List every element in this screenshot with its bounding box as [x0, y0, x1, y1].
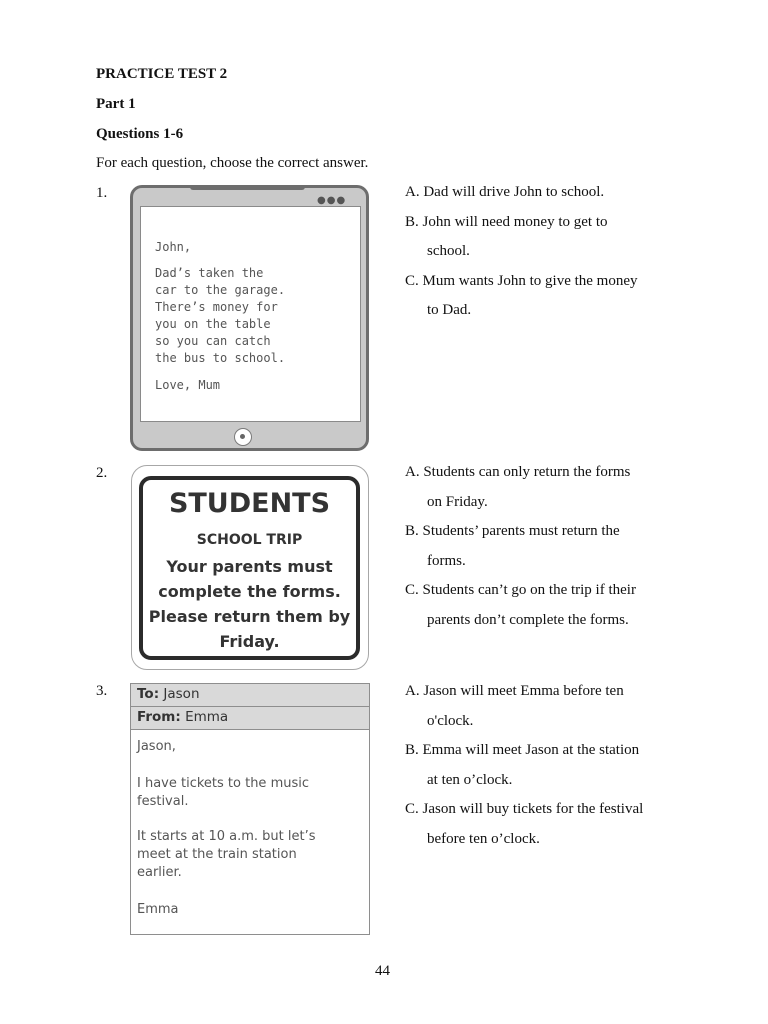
option-1c[interactable] [405, 267, 638, 297]
option-text-continued: parents don’t complete the forms. [427, 611, 629, 628]
option-text: Jason will meet Emma before ten [423, 683, 624, 699]
option-letter: B. [405, 213, 419, 230]
camera-dots-icon: ●●● [317, 195, 347, 206]
option-3a[interactable] [405, 677, 643, 707]
tablet-notch [190, 185, 305, 190]
option-2a[interactable] [405, 458, 636, 488]
sign-line: Please return them by [148, 607, 351, 626]
option-text-continued: school. [427, 243, 470, 259]
option-letter: C. [405, 582, 419, 598]
tablet-screen [140, 206, 361, 422]
sign-line: Friday. [219, 632, 280, 651]
option-2c[interactable] [405, 576, 636, 606]
option-text-continued: to Dad. [427, 302, 472, 318]
note-body: Dad’s taken the car to the garage. There’s money for you on the table so you can catch the bus to school. [155, 266, 286, 365]
option-text-continued: forms. [427, 552, 466, 569]
option-letter: C. [405, 801, 419, 817]
option-3c[interactable] [405, 795, 643, 825]
message-from-row [131, 707, 369, 730]
from-label: From: [137, 709, 181, 725]
sign-subtitle: SCHOOL TRIP [196, 532, 303, 548]
message-paragraph-1: I have tickets to the music festival. [137, 776, 310, 809]
option-letter: C. [405, 272, 419, 289]
message-paragraph-2: It starts at 10 a.m. but let’s meet at the train station earlier. [137, 829, 316, 880]
part-heading: Part 1 [96, 96, 136, 112]
option-text: Emma will meet Jason at the station [422, 742, 640, 758]
home-button-dot [240, 434, 245, 439]
questions-heading: Questions 1-6 [96, 126, 184, 142]
option-text-continued: on Friday. [427, 493, 488, 510]
to-label: To: [137, 686, 160, 702]
option-text: Students can’t go on the trip if their [422, 582, 636, 598]
option-2b[interactable] [405, 517, 636, 547]
instructions: For each question, choose the correct answer. [96, 155, 369, 171]
option-text: Jason will buy tickets for the festival [422, 801, 644, 817]
message-to-row [131, 684, 369, 707]
option-text-continued: before ten o’clock. [427, 830, 540, 847]
page-number: 44 [375, 963, 390, 979]
notice-sign [131, 465, 369, 670]
question-3-number: 3. [96, 683, 108, 699]
option-text-continued: o'clock. [427, 712, 474, 729]
option-letter: B. [405, 523, 419, 539]
option-3b[interactable] [405, 736, 643, 766]
option-letter: A. [405, 464, 420, 480]
option-text-continued: at ten o’clock. [427, 771, 513, 788]
option-text: John will need money to get to [422, 213, 608, 230]
message-signoff: Emma [137, 902, 179, 917]
option-1b[interactable] [405, 208, 638, 238]
message-greeting: Jason, [137, 739, 176, 754]
option-letter: A. [405, 184, 420, 200]
option-text: Dad will drive John to school. [423, 184, 605, 200]
question-2-number: 2. [96, 465, 108, 481]
sign-line: complete the forms. [158, 582, 341, 601]
question-2-options [405, 458, 636, 635]
to-value: Jason [163, 686, 200, 702]
question-3-options [405, 677, 643, 854]
option-letter: A. [405, 683, 420, 699]
option-letter: B. [405, 742, 419, 758]
note-greeting: John, [155, 240, 192, 254]
notice-sign-border [139, 476, 360, 660]
option-text: Students can only return the forms [423, 464, 631, 480]
option-text: Mum wants John to give the money [422, 272, 638, 289]
message-card [130, 683, 370, 935]
page-title: PRACTICE TEST 2 [96, 66, 228, 82]
option-text: Students’ parents must return the [422, 523, 620, 539]
question-1-number: 1. [96, 185, 108, 201]
tablet-device [130, 185, 369, 451]
sign-line: Your parents must [166, 557, 333, 576]
option-1a[interactable] [405, 178, 638, 208]
sign-message [143, 554, 356, 654]
sign-title: STUDENTS [168, 488, 331, 519]
question-1-options [405, 178, 638, 326]
from-value: Emma [185, 709, 229, 725]
note-signoff: Love, Mum [155, 378, 221, 392]
home-button-icon [234, 428, 252, 446]
